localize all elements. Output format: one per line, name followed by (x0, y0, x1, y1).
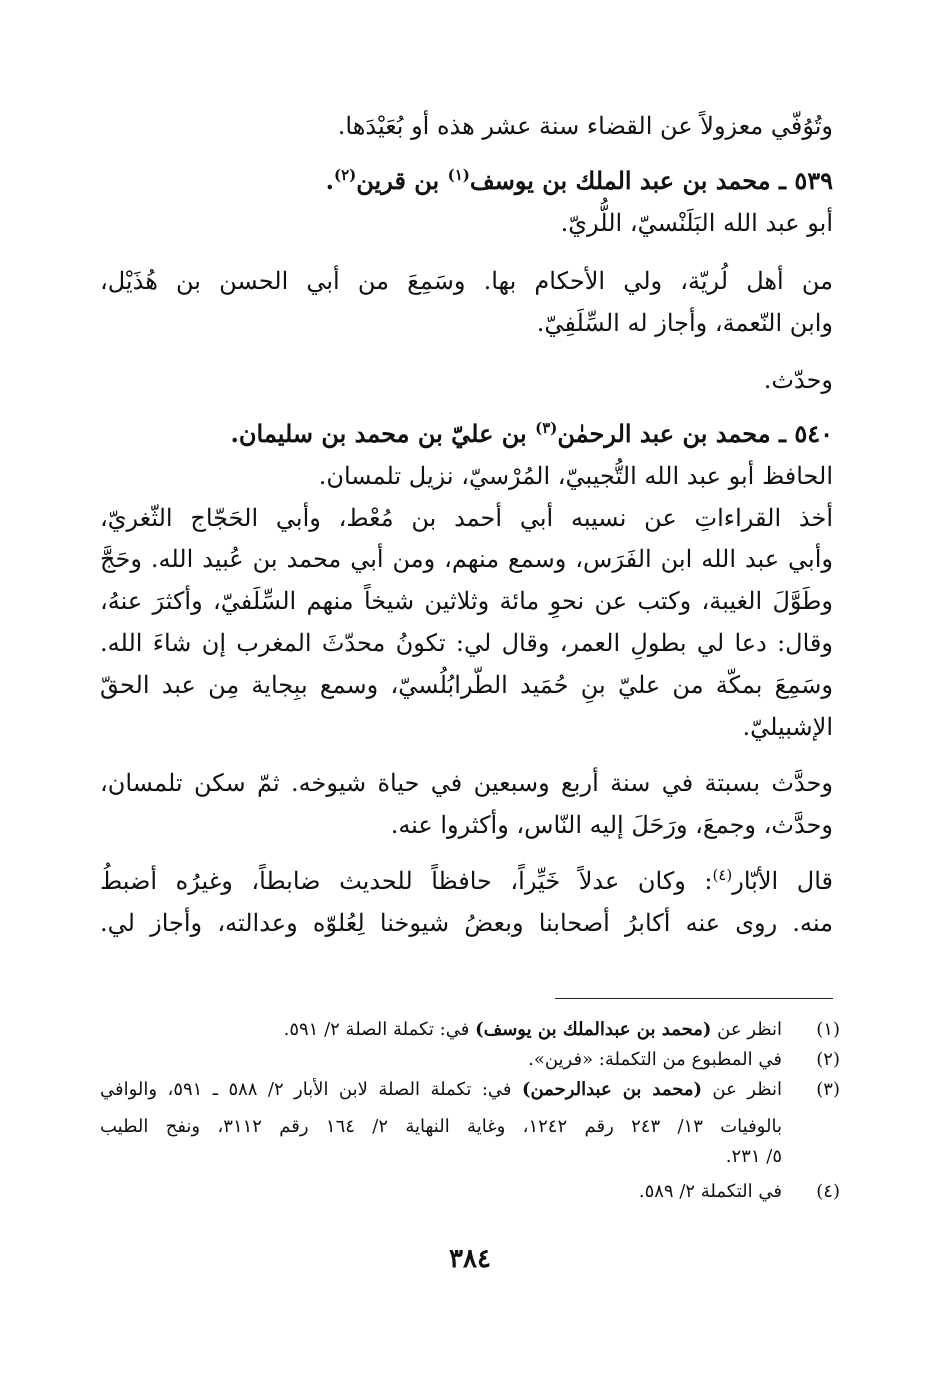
text: منه. روى عنه أكابرُ أصحابنا وبعضُ شيوخنا لِعُلوّه وعدالته، وأجاز لي. (100, 909, 833, 937)
text-part: قال الأبّار (732, 867, 833, 895)
footnote-ref-4[interactable]: (٤) (712, 866, 733, 884)
entry-number: ٥٣٩ ـ (778, 166, 833, 195)
body-line-16 (100, 808, 833, 842)
footnote-ref-1[interactable]: (١) (447, 166, 470, 184)
text: وسَمِعَ بمكّة من عليّ بنِ حُمَيد الطّرابُلُسيّ، وسمع ببِجاية مِن عبد الحقّ (100, 671, 834, 699)
footnote-source: (محمد بن عبدالملك بن يوسف) (475, 1019, 712, 1040)
entry-number: ٥٤٠ ـ (778, 419, 833, 448)
text-part: انظر عن (717, 1019, 782, 1040)
text (100, 867, 833, 895)
footnote-text (100, 1016, 782, 1044)
text-part: انظر عن (712, 1079, 782, 1100)
text: من أهل لُريّة، ولي الأحكام بها. وسَمِعَ من أبي الحسن بن هُذَيْل، (100, 267, 833, 295)
text: الحافظ أبو عبد الله التُّجيبيّ، المُرْسيّ، نزيل تلمسان. (318, 462, 833, 490)
text: وحدَّث بسبتة في سنة أربع وسبعين في حياة شيوخه. ثمّ سكن تلمسان، (100, 769, 833, 797)
body-line-5 (100, 306, 833, 340)
text: وأبي عبد الله ابن الفَرَس، وسمع منهم، ومن أبي محمد بن عُبيد الله. وحَجَّ (100, 545, 833, 573)
footnote-text: في التكملة ٢/ ٥٨٩. (638, 1181, 782, 1202)
footnote-number: (٣) (816, 1079, 840, 1100)
footnote-ref-3[interactable]: (٣) (535, 419, 558, 437)
body-line-1 (100, 109, 833, 143)
text: وحدّث. (763, 366, 833, 394)
page-number: ٣٨٤ (449, 1244, 491, 1274)
body-line-14 (100, 710, 833, 744)
entry-540-heading (100, 417, 833, 451)
body-line-6 (100, 363, 833, 397)
text: أبو عبد الله البَلَنْسيّ، اللُّريّ. (560, 209, 833, 237)
footnote-number: (٢) (816, 1049, 840, 1070)
entry-name-cont: بن عليّ بن محمد بن سليمان. (230, 419, 527, 448)
footnote-text (100, 1076, 782, 1104)
body-line-17 (100, 864, 833, 898)
body-line-12 (100, 626, 833, 660)
text-part: في: تكملة الصلة لابن الأبار ٢/ ٥٨٨ ـ ٥٩١، والوافي (100, 1079, 512, 1100)
text: وقال: دعا لي بطولِ العمر، وقال لي: تكونُ محدّثَ المغرب إن شاءَ الله. (100, 629, 833, 657)
footnote-ref-2[interactable]: (٢) (333, 166, 357, 184)
entry-name-cont: بن قرين (356, 166, 440, 195)
text: أخذ القراءاتِ عن نسيبه أبي أحمد بن مُعْط، وأبي الحَجّاج الثّغريّ، (100, 504, 833, 532)
text-part: : وكان عدلاً خَيِّراً، حافظاً للحديث ضابطاً، وغيرُه أضبطُ (100, 867, 713, 895)
text-part: في: تكملة الصلة ٢/ ٥٩١. (283, 1019, 470, 1040)
footnote-text: بالوفيات ١٣/ ٢٤٣ رقم ١٢٤٢، وغاية النهاية ٢/ ١٦٤ رقم ٣١١٢، ونفح الطيب (100, 1116, 782, 1137)
body-line-15 (100, 766, 833, 800)
text: وطَوَّلَ الغيبة، وكتب عن نحوِ مائة وثلاثين شيخاً منهم السِّلَفيّ، وأكثرَ عنهُ، (100, 587, 833, 615)
entry-539-heading (100, 164, 833, 198)
body-line-4 (100, 264, 833, 298)
body-line-18 (100, 906, 833, 940)
footnote-number: (١) (816, 1019, 840, 1040)
body-line-8 (100, 459, 833, 493)
body-line-9 (100, 501, 833, 535)
text: وحدَّث، وجمعَ، ورَحَلَ إليه النّاس، وأكثروا عنه. (390, 811, 833, 839)
footnote-separator (555, 998, 833, 999)
body-line-10 (100, 542, 833, 576)
footnote-source: (محمد بن عبدالرحمن) (521, 1079, 702, 1100)
footnote-text: في المطبوع من التكملة: «فرين». (528, 1049, 782, 1070)
text: وتُوُفّي معزولاً عن القضاء سنة عشر هذه أو بُعَيْدَها. (337, 112, 833, 140)
entry-name: محمد بن عبد الرحمٰن (557, 419, 771, 448)
text: الإشبيليّ. (742, 713, 833, 741)
body-line-3 (100, 206, 833, 240)
footnote-text: ٥/ ٢٣١. (725, 1146, 782, 1167)
entry-name: محمد بن عبد الملك بن يوسف (469, 166, 771, 195)
text: وابن النّعمة، وأجاز له السِّلَفِيّ. (536, 309, 833, 337)
body-line-13 (100, 668, 833, 702)
footnote-number: (٤) (816, 1181, 840, 1202)
body-line-11 (100, 584, 833, 618)
entry-end: . (325, 166, 334, 195)
